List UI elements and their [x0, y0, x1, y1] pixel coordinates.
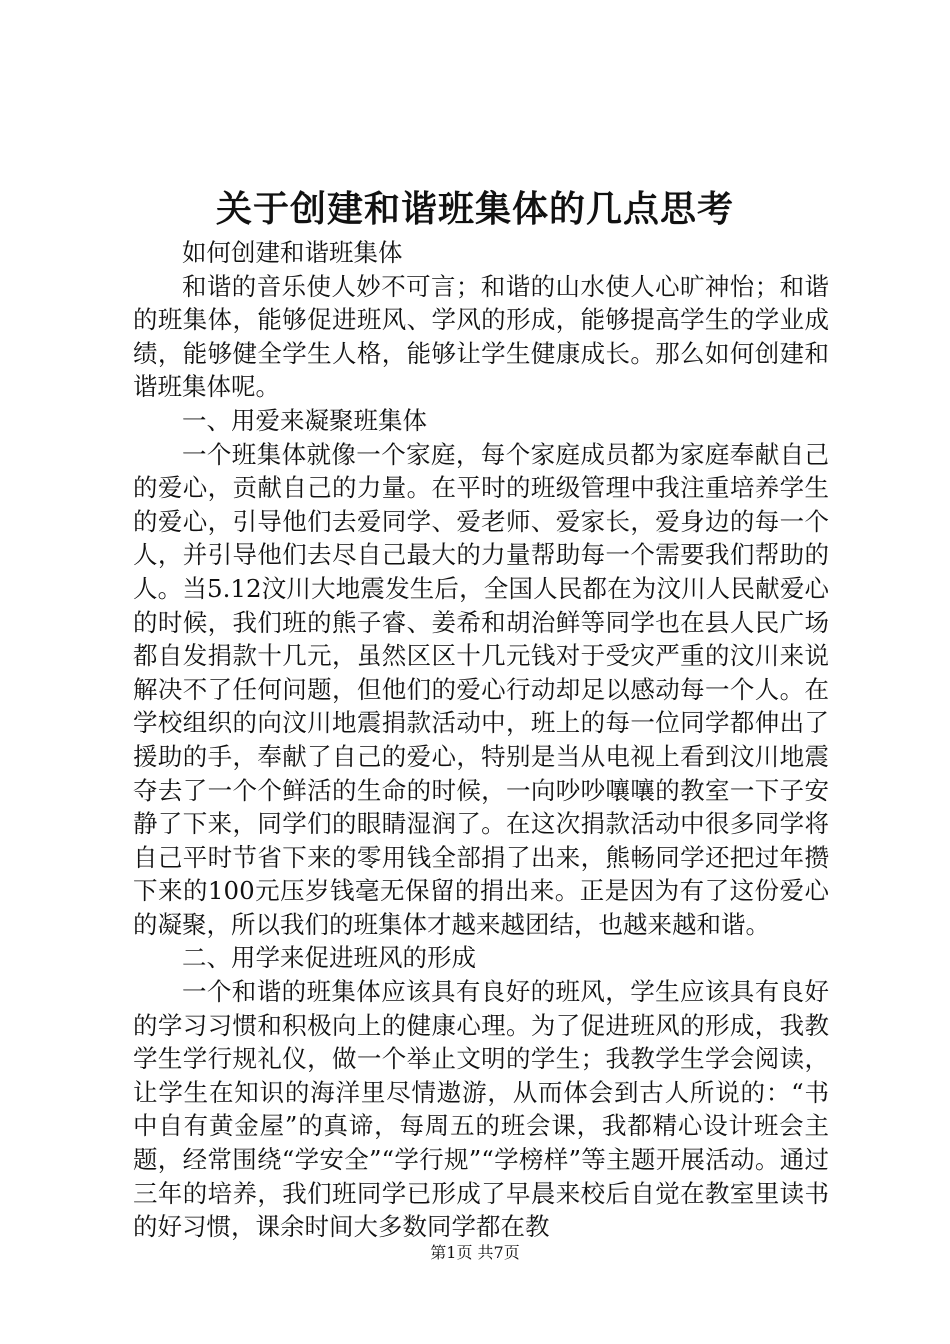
paragraph-heading-intro: 如何创建和谐班集体: [182, 238, 403, 267]
paragraph-intro: 和谐的音乐使人妙不可言；和谐的山水使人心旷神怡；和谐的班集体，能够促进班风、学风的形成，能够提高学生的学业成绩，能够健全学生人格，能够让学生健康成长。那么如何创建和谐班集体呢。: [133, 271, 829, 402]
document-title: 关于创建和谐班集体的几点思考: [215, 188, 734, 230]
section-heading-two: 二、用学来促进班风的形成: [182, 943, 476, 973]
paragraph-section-two: 一个和谐的班集体应该具有良好的班风，学生应该具有良好的学习习惯和积极向上的健康心理。为了促进班风的形成，我教学生学行规礼仪，做一个举止文明的学生；我教学生学会阅读，让学生在知识的海洋里尽情遨游，从而体会到古人所说的：“书中自有黄金屋”的真谛，每周五的班会课，我都精心设计班会主题，经常围绕“学安全”“学行规”“学榜样”等主题开展活动。通过三年的培养，我们班同学已形成了早晨来校后自觉在教室里读书的好习惯，课余时间大多数同学都在教: [133, 977, 829, 1242]
page-number-footer: 第1页 共7页: [430, 1243, 520, 1262]
document-body: [133, 236, 829, 1244]
paragraph-section-one: 一个班集体就像一个家庭，每个家庭成员都为家庭奉献自己的爱心，贡献自己的力量。在平时的班级管理中我注重培养学生的爱心，引导他们去爱同学、爱老师、爱家长，爱身边的每一个人，并引导他们去尽自己最大的力量帮助每一个需要我们帮助的人。当5.12汶川大地震发生后，全国人民都在为汶川人民献爱心的时候，我们班的熊子睿、姜希和胡治鲜等同学也在县人民广场都自发捐款十几元，虽然区区十几元钱对于受灾严重的汶川来说解决不了任何问题，但他们的爱心行动却足以感动每一个人。在学校组织的向汶川地震捐款活动中，班上的每一位同学都伸出了援助的手，奉献了自己的爱心，特别是当从电视上看到汶川地震夺去了一个个鲜活的生命的时候，一向吵吵嚷嚷的教室一下子安静了下来，同学们的眼睛湿润了。在这次捐款活动中很多同学将自己平时节省下来的零用钱全部捐了出来，熊畅同学还把过年攒下来的100元压岁钱毫无保留的捐出来。正是因为有了这份爱心的凝聚，所以我们的班集体才越来越团结，也越来越和谐。: [133, 439, 829, 939]
section-heading-one: 一、用爱来凝聚班集体: [182, 405, 427, 435]
